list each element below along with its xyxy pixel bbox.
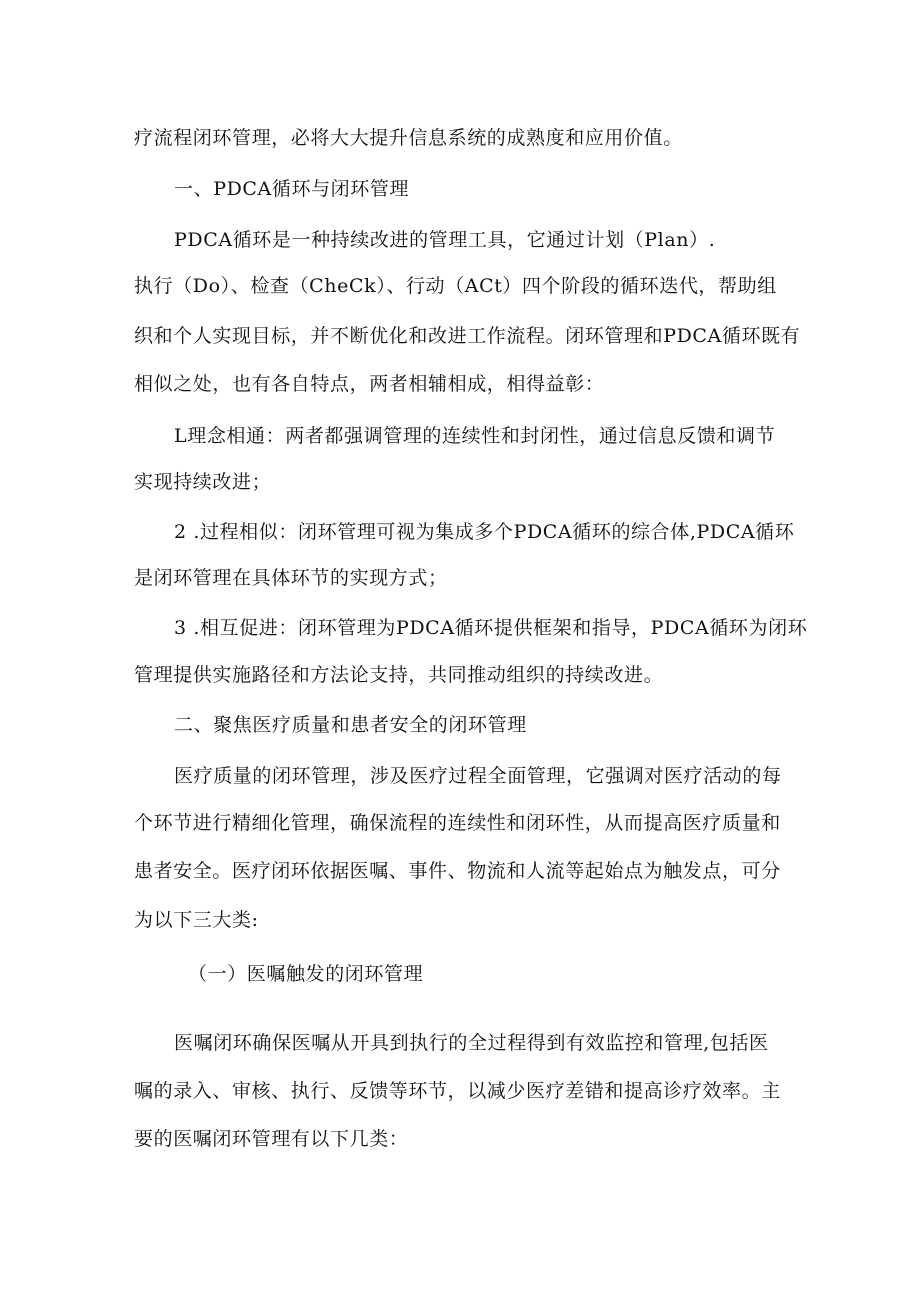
list-item-1-line-2: 实现持续改进； xyxy=(134,471,272,493)
list-item-3-line-2: 管理提供实施路径和方法论支持，共同推动组织的持续改进。 xyxy=(134,664,664,686)
paragraph-orders-line-3: 要的医嘱闭环管理有以下几类： xyxy=(134,1128,409,1150)
paragraph-orders-line-1: 医嘱闭环确保医嘱从开具到执行的全过程得到有效监控和管理,包括医 xyxy=(174,1032,769,1054)
paragraph-quality-line-4: 为以下三大类: xyxy=(134,909,259,931)
section-heading-pdca: 一、PDCA循环与闭环管理 xyxy=(174,178,410,200)
paragraph-pdca-line-2: 执行（Do）、检查（CheCk）、行动（ACt）四个阶段的循环迭代，帮助组 xyxy=(134,275,777,297)
paragraph-intro-continuation: 疗流程闭环管理，必将大大提升信息系统的成熟度和应用价值。 xyxy=(134,127,683,149)
section-heading-quality: 二、聚焦医疗质量和患者安全的闭环管理 xyxy=(174,714,527,736)
paragraph-pdca-line-1: PDCA循环是一种持续改进的管理工具，它通过计划（Plan）. xyxy=(174,229,716,251)
list-item-1-line-1: L理念相通：两者都强调管理的连续性和封闭性，通过信息反馈和调节 xyxy=(174,425,776,447)
subsection-heading-orders: （一）医嘱触发的闭环管理 xyxy=(188,963,424,985)
paragraph-quality-line-1: 医疗质量的闭环管理，涉及医疗过程全面管理，它强调对医疗活动的每 xyxy=(174,765,782,787)
list-item-3-line-1: 3 .相互促进：闭环管理为PDCA循环提供框架和指导，PDCA循环为闭环 xyxy=(174,617,808,639)
paragraph-quality-line-3: 患者安全。医疗闭环依据医嘱、事件、物流和人流等起始点为触发点，可分 xyxy=(134,860,781,882)
list-item-2-line-2: 是闭环管理在具体环节的实现方式； xyxy=(134,567,448,589)
paragraph-pdca-line-3: 织和个人实现目标，并不断优化和改进工作流程。闭环管理和PDCA循环既有 xyxy=(134,325,801,347)
paragraph-quality-line-2: 个环节进行精细化管理，确保流程的连续性和闭环性，从而提高医疗质量和 xyxy=(134,812,781,834)
paragraph-pdca-line-4: 相似之处，也有各自特点，两者相辅相成，相得益彰： xyxy=(134,373,605,395)
list-item-2-line-1: 2 .过程相似：闭环管理可视为集成多个PDCA循环的综合体,PDCA循环 xyxy=(174,521,795,543)
paragraph-orders-line-2: 嘱的录入、审核、执行、反馈等环节，以减少医疗差错和提高诊疗效率。主 xyxy=(134,1080,781,1102)
